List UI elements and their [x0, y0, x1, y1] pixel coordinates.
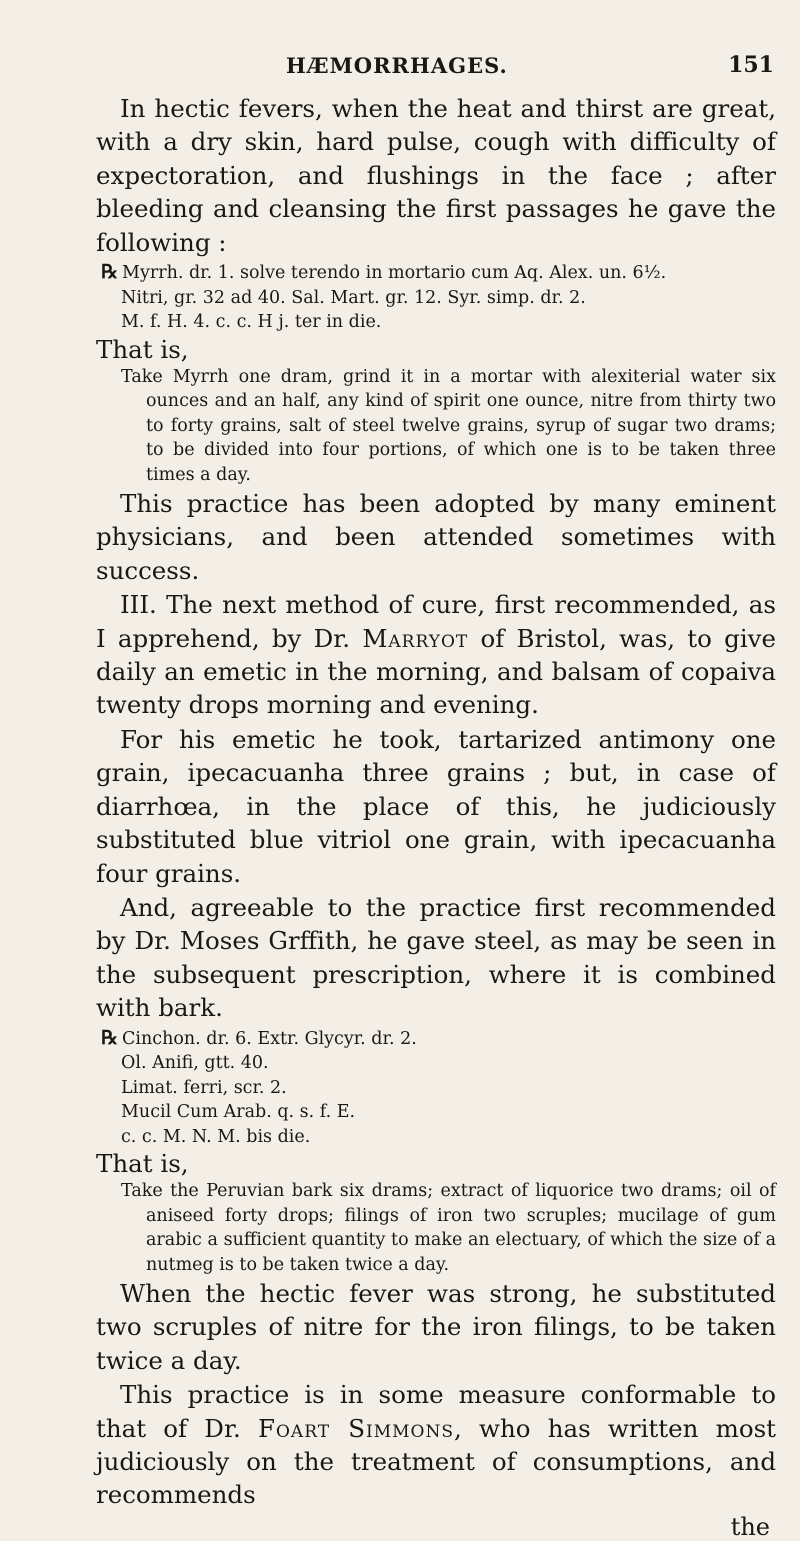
translation-myrrh: Take Myrrh one dram, grind it in a mortar with alexiterial water six ounces and an half, any kind of spirit one ounce, nitre from thirty two to forty grains, salt of steel twelve grains, syrup of sugar two drams; to be divided into four portions, of which one is to be taken three times a day.: [121, 366, 776, 485]
paragraph-third-method: III. The next method of cure, first recommended, as I apprehend, by Dr. Marryot of Bristol, was, to give daily an emetic in the morning, and balsam of copaiva twenty drops morning and evening.: [96, 590, 776, 720]
paragraph-steel: And, agreeable to the practice first recommended by Dr. Moses Grffith, he gave steel, as may be seen in the subsequent prescription, where it is combined with bark.: [96, 892, 776, 1023]
book-page: [96, 0, 776, 1541]
page-body: [96, 92, 776, 1541]
running-header: [96, 0, 776, 78]
prescription-line: Ol. Anifi, gtt. 40.: [121, 1053, 269, 1074]
that-is-label: That is,: [96, 334, 189, 364]
prescription-line: ℞ Cinchon. dr. 6. Extr. Glycyr. dr. 2.: [101, 1026, 417, 1049]
paragraph-hectic-strong: When the hectic fever was strong, he substituted two scruples of nitre for the iron filings, to be taken twice a day.: [96, 1279, 776, 1375]
paragraph-emetic: For his emetic he took, tartarized antimony one grain, ipecacuanha three grains ; but, in case of diarrhœa, in the place of this, he judiciously substituted blue vitriol one grain, with ipecacuanha four grains.: [96, 724, 776, 888]
prescription-myrrh: [96, 260, 776, 335]
prescription-line: ℞ Myrrh. dr. 1. solve terendo in mortario cum Aq. Alex. un. 6½.: [101, 261, 667, 284]
prescription-line: M. f. H. 4. c. c. H j. ter in die.: [121, 312, 382, 333]
prescription-line: Mucil Cum Arab. q. s. f. E.: [121, 1102, 356, 1123]
recipe-symbol-icon: ℞: [101, 1026, 119, 1049]
prescription-line: c. c. M. N. M. bis die.: [121, 1126, 311, 1147]
prescription-line: Limat. ferri, scr. 2.: [121, 1077, 287, 1098]
running-title: HÆMORRHAGES.: [286, 53, 508, 78]
author-name-marryot: Marryot: [362, 623, 469, 653]
paragraph-simmons: This practice is in some measure conformable to that of Dr. Foart Simmons, who has written most judiciously on the treatment of consumptions, and recommends: [96, 1380, 776, 1510]
paragraph-adopted: This practice has been adopted by many eminent physicians, and been attended sometimes with success.: [96, 489, 776, 585]
page-number: 151: [728, 52, 774, 78]
catchword: the: [730, 1512, 770, 1541]
recipe-symbol-icon: ℞: [101, 261, 119, 284]
prescription-line: Nitri, gr. 32 ad 40. Sal. Mart. gr. 12. Syr. simp. dr. 2.: [121, 287, 586, 308]
author-name-simmons: Foart Simmons: [257, 1413, 455, 1443]
prescription-cinchona: [96, 1026, 776, 1150]
that-is-label: That is,: [96, 1149, 189, 1179]
translation-cinchona: Take the Peruvian bark six drams; extract of liquorice two drams; oil of aniseed forty drops; filings of iron two scruples; mucilage of gum arabic a sufficient quantity to make an electuary, of which the size of a nutmeg is to be taken twice a day.: [121, 1181, 776, 1275]
paragraph-hectic-fevers: In hectic fevers, when the heat and thirst are great, with a dry skin, hard pulse, cough with difficulty of expectoration, and flushings in the face ; after bleeding and cleansing the first passages he gave the following :: [96, 94, 776, 257]
